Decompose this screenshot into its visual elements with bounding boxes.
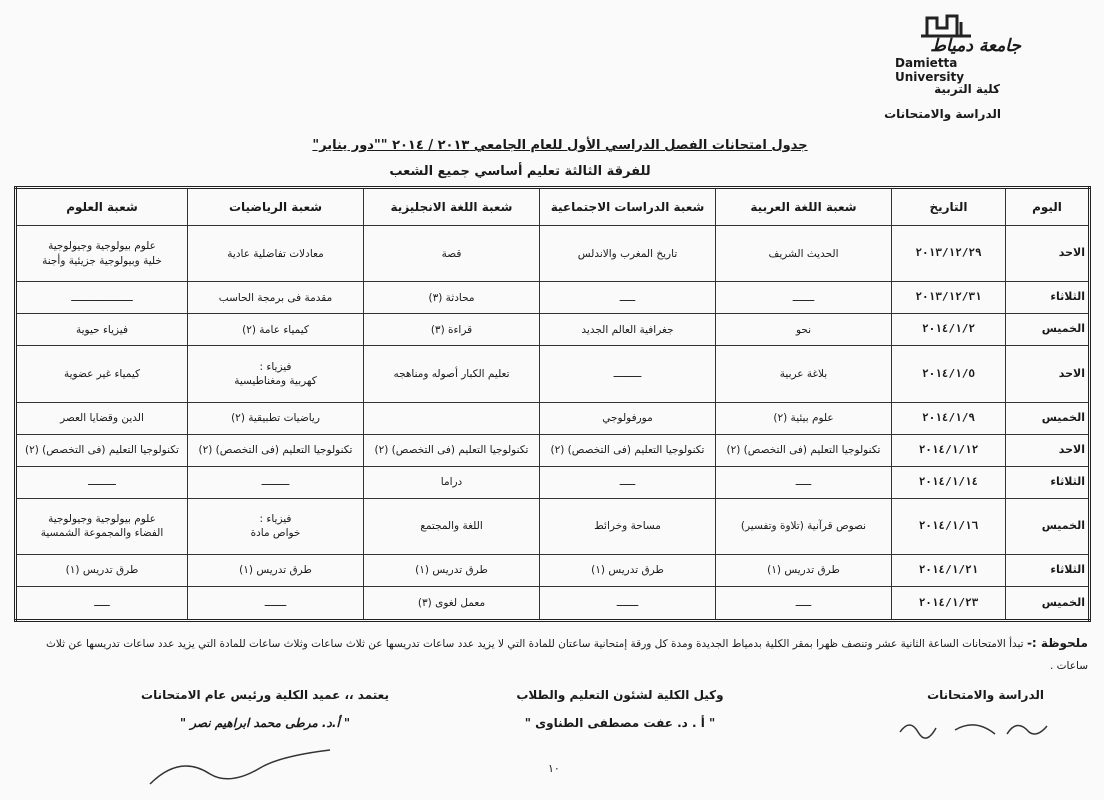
col-header-math: شعبة الرياضيات	[188, 188, 364, 226]
table-row	[16, 346, 1090, 402]
cell-math: تكنولوجيا التعليم (فى التخصص) (٢)	[188, 434, 364, 466]
cell-science: علوم بيولوجية وجيولوجية خلية وبيولوجية جزيئية وأجنة	[16, 226, 188, 282]
cell-arabic: تكنولوجيا التعليم (فى التخصص) (٢)	[716, 434, 892, 466]
cell-day: الخميس	[1006, 402, 1090, 434]
cell-english: طرق تدريس (١)	[364, 555, 540, 587]
table-row	[16, 402, 1090, 434]
cell-social: ـــــ	[540, 466, 716, 498]
cell-day: الاحد	[1006, 226, 1090, 282]
cell-date: ٢٠١٤/١/٢	[892, 314, 1006, 346]
cell-date: ٢٠١٤/١/٢١	[892, 555, 1006, 587]
cell-date: ٢٠١٤/١/١٦	[892, 498, 1006, 554]
cell-social: ـــــ	[540, 282, 716, 314]
col-header-arabic: شعبة اللغة العربية	[716, 188, 892, 226]
cell-arabic: ـــــ	[716, 587, 892, 621]
cell-english: تعليم الكبار أصوله ومناهجه	[364, 346, 540, 402]
cell-english: اللغة والمجتمع	[364, 498, 540, 554]
cell-science: طرق تدريس (١)	[16, 555, 188, 587]
cell-day: الخميس	[1006, 498, 1090, 554]
cell-arabic: نصوص قرآنية (تلاوة وتفسير)	[716, 498, 892, 554]
cell-arabic: الحديث الشريف	[716, 226, 892, 282]
cell-science: ـــــــــ	[16, 466, 188, 498]
university-name-en: Damietta University	[895, 56, 965, 84]
table-row	[16, 555, 1090, 587]
dean-handwritten-signature-icon	[140, 740, 340, 790]
col-header-date: التاريخ	[892, 188, 1006, 226]
cell-math: مقدمة فى برمجة الحاسب	[188, 282, 364, 314]
cell-science: علوم بيولوجية وجيولوجية الفضاء والمجموعة الشمسية	[16, 498, 188, 554]
handwritten-signature-icon	[895, 710, 1055, 746]
signature-vice-dean	[470, 688, 770, 730]
table-row	[16, 314, 1090, 346]
table-row	[16, 587, 1090, 621]
cell-day: الثلاثاء	[1006, 555, 1090, 587]
exam-schedule-table	[14, 186, 1091, 622]
cell-date: ٢٠١٤/١/١٢	[892, 434, 1006, 466]
cell-date: ٢٠١٤/١/٩	[892, 402, 1006, 434]
col-header-english: شعبة اللغة الانجليزية	[364, 188, 540, 226]
cell-science: فيزياء حيوية	[16, 314, 188, 346]
cell-day: الثلاثاء	[1006, 282, 1090, 314]
table-row	[16, 282, 1090, 314]
vice-dean-name: " أ . د. عفت مصطفى الطناوى "	[524, 716, 716, 730]
vice-dean-title: وكيل الكلية لشئون التعليم والطلاب	[516, 688, 724, 702]
cell-social: ـــــــ	[540, 587, 716, 621]
col-header-social: شعبة الدراسات الاجتماعية	[540, 188, 716, 226]
cell-science: تكنولوجيا التعليم (فى التخصص) (٢)	[16, 434, 188, 466]
signature-exams-dept	[927, 688, 1044, 702]
cell-math: رياضيات تطبيقية (٢)	[188, 402, 364, 434]
cell-date: ٢٠١٤/١/٢٣	[892, 587, 1006, 621]
dean-name: " أ.د. مرطى محمد ابراهيم نصر "	[179, 716, 351, 730]
cell-english	[364, 402, 540, 434]
cell-math: طرق تدريس (١)	[188, 555, 364, 587]
cell-arabic: ـــــ	[716, 466, 892, 498]
signature-dean	[110, 688, 420, 730]
cell-english: محادثة (٣)	[364, 282, 540, 314]
dean-title: يعتمد ،، عميد الكلية ورئيس عام الامتحانات	[141, 688, 389, 702]
cell-date: ٢٠١٤/١/٥	[892, 346, 1006, 402]
cell-social: تكنولوجيا التعليم (فى التخصص) (٢)	[540, 434, 716, 466]
cell-science: ـــــ	[16, 587, 188, 621]
cell-science: كيمياء غير عضوية	[16, 346, 188, 402]
university-name-ar: جامعة دمياط	[930, 36, 1021, 56]
table-row	[16, 226, 1090, 282]
cell-math: ـــــــــ	[188, 466, 364, 498]
cell-day: الاحد	[1006, 346, 1090, 402]
cell-social: تاريخ المغرب والاندلس	[540, 226, 716, 282]
cell-arabic: طرق تدريس (١)	[716, 555, 892, 587]
cell-date: ٢٠١٣/١٢/٢٩	[892, 226, 1006, 282]
cell-social: جغرافية العالم الجديد	[540, 314, 716, 346]
cell-math: فيزياء : كهربية ومغناطيسية	[188, 346, 364, 402]
cell-day: الثلاثاء	[1006, 466, 1090, 498]
cell-english: معمل لغوى (٣)	[364, 587, 540, 621]
cell-english: دراما	[364, 466, 540, 498]
cell-day: الخميس	[1006, 587, 1090, 621]
cell-science: الدين وقضايا العصر	[16, 402, 188, 434]
university-logo	[895, 10, 1035, 84]
cell-arabic: علوم بيئية (٢)	[716, 402, 892, 434]
cell-arabic: بلاغة عربية	[716, 346, 892, 402]
footnote	[12, 632, 1088, 677]
col-header-day: اليوم	[1006, 188, 1090, 226]
table-header-row	[16, 188, 1090, 226]
cell-date: ٢٠١٣/١٢/٣١	[892, 282, 1006, 314]
table-row	[16, 498, 1090, 554]
table-row	[16, 434, 1090, 466]
cell-english: قراءة (٣)	[364, 314, 540, 346]
cell-math: معادلات تفاضلية عادية	[188, 226, 364, 282]
cell-science: ــــــــــــــــــــ	[16, 282, 188, 314]
cell-english: تكنولوجيا التعليم (فى التخصص) (٢)	[364, 434, 540, 466]
document-title: جدول امتحانات الفصل الدراسي الأول للعام الجامعي ٢٠١٣ / ٢٠١٤ ""دور يناير"	[312, 138, 808, 153]
page-number: ١٠	[548, 762, 560, 775]
cell-social: ـــــــــ	[540, 346, 716, 402]
signature-exams-dept-title: الدراسة والامتحانات	[927, 688, 1044, 702]
cell-day: الاحد	[1006, 434, 1090, 466]
col-header-science: شعبة العلوم	[16, 188, 188, 226]
cell-math: ـــــــ	[188, 587, 364, 621]
cell-day: الخميس	[1006, 314, 1090, 346]
cell-social: مورفولوجي	[540, 402, 716, 434]
cell-date: ٢٠١٤/١/١٤	[892, 466, 1006, 498]
college-name: كلية التربية	[934, 82, 1000, 96]
table-row	[16, 466, 1090, 498]
department-name: الدراسة والامتحانات	[884, 107, 1001, 121]
footnote-label: ملحوظة :-	[1026, 636, 1088, 650]
cell-social: طرق تدريس (١)	[540, 555, 716, 587]
cell-english: قصة	[364, 226, 540, 282]
document-subtitle: للفرقة الثالثة تعليم أساسي جميع الشعب	[389, 164, 651, 179]
cell-math: فيزياء : خواص مادة	[188, 498, 364, 554]
cell-social: مساحة وخرائط	[540, 498, 716, 554]
footnote-text: تبدأ الامتحانات الساعة الثانية عشر وتنصف ظهرا بمقر الكلية بدمياط الجديدة ومدة كل ورقة إمتحانية ساعتان للمادة التي لا يزيد عدد ساعات تدريسها عن ثلاث ساعات وثلاث ساعات للمادة التي يزيد عدد ساعات تدريسها عن ثلاث ساعات .	[46, 638, 1088, 672]
cell-math: كيمياء عامة (٢)	[188, 314, 364, 346]
cell-arabic: ـــــــ	[716, 282, 892, 314]
cell-arabic: نحو	[716, 314, 892, 346]
